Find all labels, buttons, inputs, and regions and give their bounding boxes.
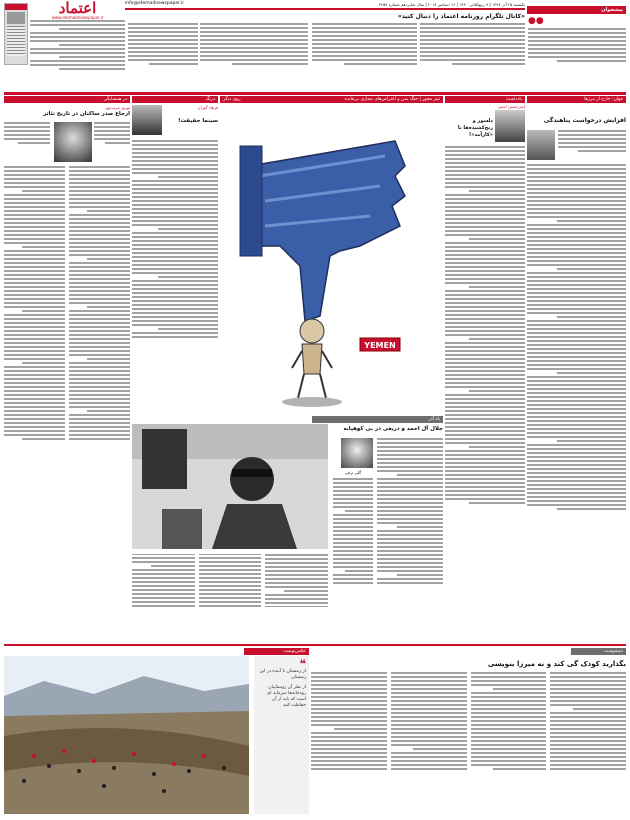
bottom-rule: [4, 644, 626, 646]
top-text-col-4: [128, 23, 198, 91]
yaddasht-headline: دلسوز و رنج‌کشیده‌ها با «کارآمد»!: [457, 118, 493, 138]
jahan-headline: افزایش درخواست پناهندگی: [543, 117, 626, 124]
dargah-headline: سینما حقیقت!: [177, 118, 218, 124]
top-text-col-2: [420, 23, 525, 91]
quote-text: از نظر آن روستاییان رودخانه‌ها سرمایه ای است که باید از آن حفاظت کنند: [266, 685, 306, 708]
site-url[interactable]: www.etemadnewspaper.ir: [51, 15, 104, 20]
hamsayegi-section: [4, 96, 130, 641]
dargah-byline: فرهاد گوران: [197, 105, 218, 110]
yad-azar-photo: [132, 424, 328, 549]
photo-caption: از زمستان تا آینده در این زمستان: [259, 669, 306, 680]
yad-azar-byline: گلی ترقی: [344, 470, 362, 475]
landscape-photo: [4, 656, 249, 814]
hamsayegi-bar: در همسایگی: [4, 96, 130, 103]
quote-icon: ❝: [299, 657, 306, 671]
masthead-bottom-rule: [4, 92, 626, 95]
dargah-author-photo: [132, 105, 162, 135]
photo-quote-box: [254, 656, 309, 814]
yaddasht-author-photo: [495, 110, 525, 142]
tir-mehvar-bar: تیتر محور | جنگ یمن و اعتراض‌های مجازی بی‌فایده روی دیگر: [220, 96, 443, 103]
yaddasht-byline: امیرحسین امینی: [497, 104, 525, 109]
logo: اعتماد: [58, 0, 97, 17]
pishkhan-text: [528, 17, 626, 93]
akasi-bar: عکس‌نوشت: [244, 648, 309, 655]
date-line: یکشنبه ۲۵ آذر ۱۳۹۷ | ۹ ربیع‌الثانی ۱۴۴۰ | ۱۶ دسامبر ۲۰۱۸ | سال شانزدهم شماره ۴۲۵۷: [378, 2, 525, 7]
yaddasht-section: [445, 96, 525, 641]
jahan-portrait-1: [527, 130, 555, 160]
bottom-article: [311, 648, 626, 816]
top-text-col-3: [200, 23, 308, 91]
yad-azar-section: [132, 416, 443, 641]
red-dots-icon: ●●: [528, 17, 544, 26]
hamsayegi-headline: ارجاع صدر ساکنان در تاریخ تئاتر: [43, 111, 130, 117]
jahan-section: [527, 96, 626, 641]
top-headline: «کانال تلگرام روزنامه اعتماد را دنبال کنید»: [397, 13, 525, 20]
jahan-bar: جهان: خارج از مرزها: [527, 96, 626, 103]
dargah-section: [132, 96, 218, 414]
masthead: [0, 0, 630, 96]
cartoon-section: [220, 96, 443, 414]
bottom-headline: بگذارید کودک گی کند و نه میرزا بنویسی: [487, 660, 626, 668]
yad-azar-bar: یاد آذر: [312, 416, 443, 423]
yad-azar-headline: جلال آل احمد و دریغی در بی کوهپایه: [343, 426, 443, 432]
top-text-col-1: [312, 23, 417, 91]
dast-nevesht-bar: دستنوشت: [571, 648, 626, 655]
dargah-bar: درنگ: [132, 96, 218, 103]
yaddasht-bar: یادداشت: [445, 96, 525, 103]
pishkhan-bar: پیشخوان: [527, 6, 626, 14]
hamsayegi-byline: بهروز غریب‌پور: [105, 105, 130, 110]
hamsayegi-portrait: [54, 122, 92, 162]
email-link[interactable]: info@etemadnewspaper.ir: [125, 1, 185, 6]
staff-box: [30, 20, 125, 90]
yemen-label: [360, 338, 400, 351]
top-rule: [125, 8, 525, 10]
front-page-thumbnail: [4, 3, 28, 65]
yad-azar-author-photo: [341, 438, 373, 468]
cartoon-image: [220, 106, 443, 414]
cartoon-label: YEMEN: [364, 341, 396, 350]
akasi-section: [4, 648, 309, 816]
